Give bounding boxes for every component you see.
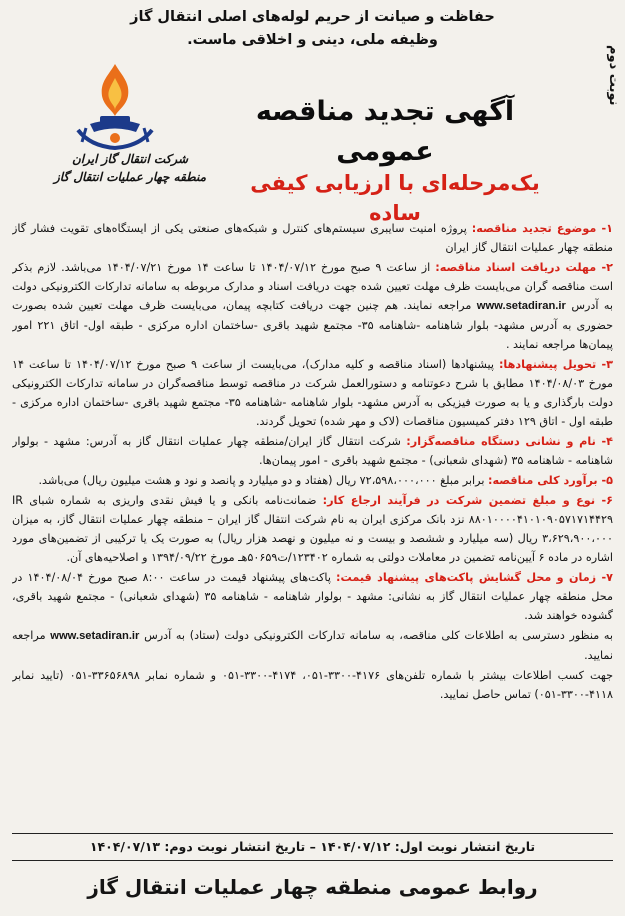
section-5-heading: ۵- برآورد کلی مناقصه:: [488, 474, 613, 487]
section-2-text-b: مراجعه نمایند. هم چنین جهت دریافت کتابچه پیمان، می‌بایست ظرف مهلت تعیین شده بصورت حضوری به آدرس مشهد- بلوار شاهنامه -شاهنامه ۳۵- مجتمع شهید باقری -ساختمان اداره مرکزی - طبقه اول- اتاق ۲۲۱ امور پیمان‌ها مراجعه نمایند .: [12, 299, 613, 351]
section-3: [12, 355, 613, 431]
public-relations-signature: روابط عمومی منطقه چهار عملیات انتقال گاز: [87, 875, 538, 899]
notice-body: [12, 219, 613, 831]
section-4-heading: ۴- نام و نشانی دستگاه مناقصه‌گزار:: [406, 435, 613, 448]
section-2: [12, 258, 613, 354]
section-6: [12, 491, 613, 567]
publication-dates: تاریخ انتشار نوبت اول: ۱۴۰۴/۰۷/۱۲ – تاریخ انتشار نوبت دوم: ۱۴۰۴/۰۷/۱۳: [12, 833, 613, 861]
section-1: [12, 219, 613, 257]
header-slogan: [80, 6, 545, 52]
section-5-text: برابر مبلغ ۷۲،۵۹۸،۰۰۰،۰۰۰ ریال (هفتاد و دو میلیارد و پانصد و نود و هشت میلیون ریال) می‌باشد.: [38, 474, 488, 487]
section-4-text: شرکت انتقال گاز ایران/منطقه چهار عملیات انتقال گاز به آدرس: مشهد - بولوار شاهنامه - شاهنامه ۳۵ (شهدای شعبانی) - مجتمع شهید باقری - امور پیمان‌ها.: [12, 435, 613, 467]
access-paragraph: [12, 626, 613, 665]
notice-subtitle: یک‌مرحله‌ای با ارزیابی کیفی ساده: [250, 171, 540, 225]
slogan-line-1: حفاظت و صیانت از حریم لوله‌های اصلی انتقال گاز: [130, 9, 495, 25]
contact-text: جهت کسب اطلاعات بیشتر با شماره تلفن‌های ۴۱۷۶-۳۳۰۰-۰۵۱، ۴۱۷۴-۳۳۰۰-۰۵۱ و شماره نمابر ۳۳۶۵۶۸۹۸-۰۵۱ (تایید نمابر ۴۱۱۸-۳۳۰۰-۰۵۱) تماس حاصل نمایید.: [12, 669, 613, 701]
slogan-line-2: وظیفه ملی، دینی و اخلاقی ماست.: [187, 32, 438, 48]
section-7: [12, 568, 613, 625]
notice-title: آگهی تجدید مناقصه عمومی: [255, 96, 515, 167]
section-3-heading: ۳- تحویل پیشنهادها:: [498, 358, 613, 371]
org-name-line-2: منطقه چهار عملیات انتقال گاز: [53, 170, 207, 184]
section-3-text: پیشنهادها (اسناد مناقصه و کلیه مدارک)، می‌بایست از ساعت ۹ صبح مورخ ۱۴۰۴/۰۷/۱۲ تا ساعت ۱۴ مورخ ۱۴۰۴/۰۸/۰۳ مطابق با شرح دعوتنامه و دستورالعمل شرکت در مناقصه توسط مناقصه‌گران در سامانه تدارکات الکترونیکی دولت بارگذاری و یا به صورت فیزیکی به آدرس مشهد- بلوار شاهنامه -شاهنامه ۳۵- مجتمع شهید باقری -ساختمان اداره مرکزی - طبقه اول - اتاق ۱۲۹ دفتر کمیسیون مناقصات (لاک و مهر شده) تحویل گردند.: [12, 358, 613, 428]
section-2-text-a: از ساعت ۹ صبح مورخ ۱۴۰۴/۰۷/۱۲ تا ساعت ۱۴ مورخ ۱۴۰۴/۰۷/۲۱ می‌باشد. لازم بذکر است مناقصه گران می‌بایست ظرف مهلت تعیین شده جهت دریافت اسناد و مدارک مربوطه به سامانه تدارکات الکترونیکی دولت به آدرس: [12, 261, 613, 312]
access-text-b: مراجعه نمایید.: [12, 629, 613, 662]
section-1-heading: ۱- موضوع تجدید مناقصه:: [471, 222, 613, 235]
nigc-flame-logo-icon: [60, 58, 170, 153]
section-2-heading: ۲- مهلت دریافت اسناد مناقصه:: [435, 261, 613, 274]
section-6-text: ضمانت‌نامه بانکی و یا فیش نقدی واریزی به شماره شبای IR ۸۸۰۱۰۰۰۰۴۱۰۱۰۹۰۵۷۱۷۱۴۴۲۹ نزد بانک مرکزی ایران به نام شرکت انتقال گاز ایران – منطقه چهار عملیات انتقال گاز، به میزان ۳،۶۲۹،۹۰۰،۰۰۰ ریال (سه میلیارد و ششصد و بیست و نه میلیون و نهصد هزار ریال) به صورت یک یا ترکیبی از تضمین‌های مورد اشاره در ماده ۶ آیین‌نامه تضمین در معاملات دولتی به شماره ۱۲۳۴۰۲/ت۵۰۶۵۹هـ مورخ ۱۳۹۴/۰۹/۲۲ و اصلاحیه‌های آن.: [12, 494, 613, 564]
section-7-text: پاکت‌های پیشنهاد قیمت در ساعت ۸:۰۰ صبح مورخ ۱۴۰۴/۰۸/۰۴ در محل منطقه چهار عملیات انتقال گاز به نشانی: مشهد - بولوار شاهنامه - شاهنامه ۳۵ (شهدای شعبانی) - مجتمع شهید باقری، گشوده خواهند شد.: [12, 571, 613, 622]
org-name-line-1: شرکت انتقال گاز ایران: [71, 152, 189, 166]
section-7-heading: ۷- زمان و محل گشایش پاکت‌های پیشنهاد قیمت:: [336, 571, 613, 584]
section-1-text: پروژه امنیت سایبری سیستم‌های کنترل و شبکه‌های صنعتی یکی از ایستگاه‌های تقویت فشار گاز منطقه چهار عملیات انتقال گاز ایران: [12, 222, 613, 254]
organization-caption: [40, 150, 220, 186]
section-4: [12, 432, 613, 470]
setadiran-link-2[interactable]: www.setadiran.ir: [50, 630, 140, 642]
publication-round-label: نوبت دوم: [606, 44, 621, 106]
contact-paragraph: [12, 666, 613, 704]
section-5: [12, 471, 613, 490]
section-6-heading: ۶- نوع و مبلغ تضمین شرکت در فرآیند ارجاع کار:: [322, 494, 613, 507]
setadiran-link[interactable]: www.setadiran.ir: [476, 300, 566, 312]
access-text-a: به منظور دسترسی به اطلاعات کلی مناقصه، به سامانه تدارکات الکترونیکی دولت (ستاد) به آدرس: [139, 629, 613, 642]
